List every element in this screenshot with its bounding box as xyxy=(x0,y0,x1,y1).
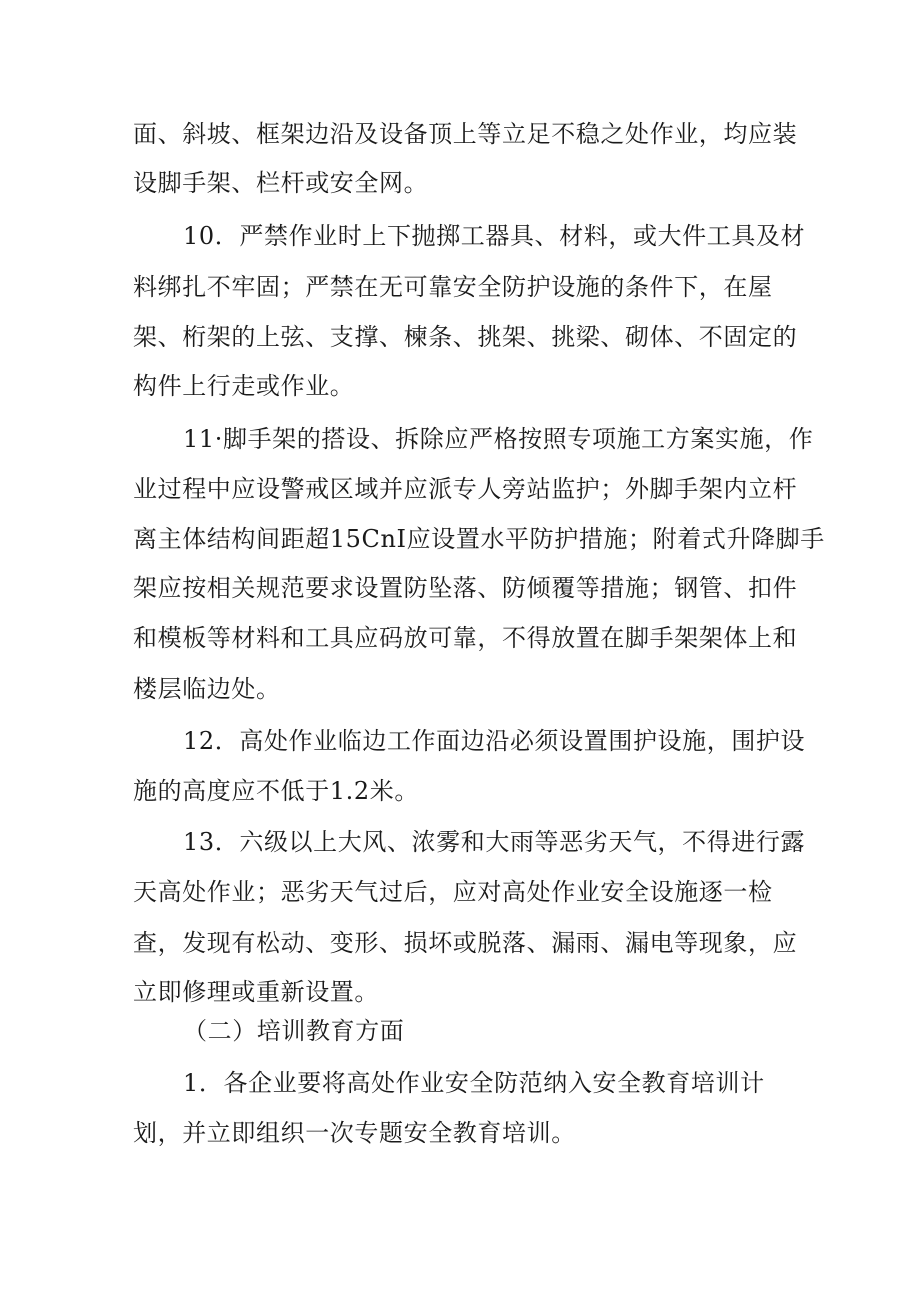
text-line: 设脚手架、栏杆或安全网。 xyxy=(133,169,429,197)
text-line: 架、桁架的上弦、支撑、楝条、挑架、挑梁、砌体、不固定的 xyxy=(133,323,798,351)
text-line: 架应按相关规范要求设置防坠落、防倾覆等措施；钢管、扣件 xyxy=(133,574,798,602)
text-line: 和模板等材料和工具应码放可靠，不得放置在脚手架架体上和 xyxy=(133,624,798,652)
text-line: 离主体结构间距超15CnI应设置水平防护措施；附着式升降脚手 xyxy=(133,525,825,553)
item-1-line: 1．各企业要将高处作业安全防范纳入安全教育培训计 xyxy=(183,1069,765,1097)
section-heading: （二）培训教育方面 xyxy=(183,1017,405,1045)
text-line: 构件上行走或作业。 xyxy=(133,372,355,400)
text-line: 天高处作业；恶劣天气过后，应对高处作业安全设施逐一检 xyxy=(133,878,773,906)
item-11-line: 11·脚手架的搭设、拆除应严格按照专项施工方案实施，作 xyxy=(183,425,814,453)
item-12-line: 12．高处作业临边工作面边沿必须设置围护设施，围护设 xyxy=(183,727,806,755)
text-line: 楼层临边处。 xyxy=(133,675,281,703)
item-10-line: 10．严禁作业时上下抛掷工器具、材料，或大件工具及材 xyxy=(183,222,806,250)
text-line: 立即修理或重新设置。 xyxy=(133,978,379,1006)
text-line: 划，并立即组织一次专题安全教育培训。 xyxy=(133,1119,576,1147)
text-line: 查，发现有松动、变形、损坏或脱落、漏雨、漏电等现象，应 xyxy=(133,929,798,957)
item-13-line: 13．六级以上大风、浓雾和大雨等恶劣天气，不得进行露 xyxy=(183,828,806,856)
text-line: 业过程中应设警戒区域并应派专人旁站监护；外脚手架内立杆 xyxy=(133,475,798,503)
text-line: 面、斜坡、框架边沿及设备顶上等立足不稳之处作业，均应装 xyxy=(133,120,798,148)
text-line: 施的高度应不低于1.2米。 xyxy=(133,777,419,805)
text-line: 料绑扎不牢固；严禁在无可靠安全防护设施的条件下，在屋 xyxy=(133,273,773,301)
